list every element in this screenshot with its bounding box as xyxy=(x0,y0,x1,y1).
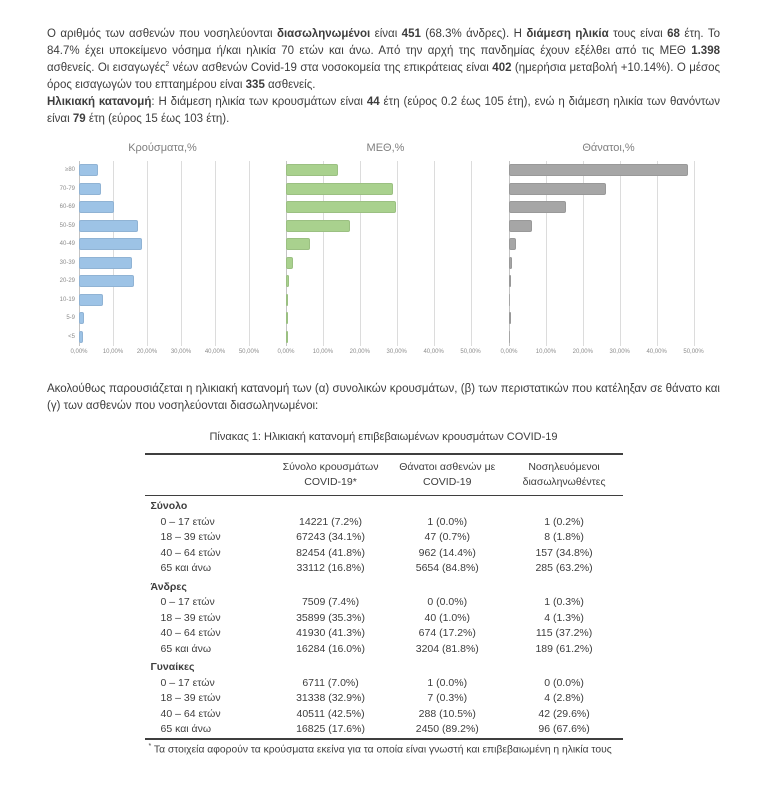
value-cell: 16284 (16.0%) xyxy=(296,642,365,655)
bar-row xyxy=(509,309,712,328)
value-cell: 96 (67.6%) xyxy=(538,723,590,736)
x-tick-label: 10,00% xyxy=(535,349,557,355)
section-row xyxy=(145,577,623,596)
table-row xyxy=(145,561,623,577)
table-row xyxy=(145,722,623,739)
age-group-cell: 65 και άνω xyxy=(160,723,212,736)
value-cell: 6711 (7.0%) xyxy=(302,676,359,689)
age-group-cell: 40 – 64 ετών xyxy=(160,546,221,559)
value-cell: 4 (2.8%) xyxy=(544,692,584,705)
x-tick-label: 20,00% xyxy=(349,349,370,355)
x-tick-label: 0,00% xyxy=(277,349,295,355)
value-cell: 41930 (41.3%) xyxy=(296,627,365,640)
value-cell: 33112 (16.8%) xyxy=(296,562,365,575)
bar-row xyxy=(286,198,489,217)
chart-plot xyxy=(509,161,712,346)
chart-body xyxy=(59,161,266,361)
column-header-age xyxy=(145,454,273,496)
table-row xyxy=(145,626,623,642)
footnote-asterisk: * xyxy=(148,742,152,750)
y-axis-label: 60-69 xyxy=(59,204,75,210)
table-title: Πίνακας 1: Ηλικιακή κατανομή επιβεβαιωμένων κρουσμάτων COVID-19 xyxy=(209,431,558,443)
bar-≥80 xyxy=(286,164,338,176)
x-tick-label: 20,00% xyxy=(572,349,593,355)
y-axis-label: 20-29 xyxy=(59,278,75,284)
age-group-cell: 40 – 64 ετών xyxy=(160,707,221,720)
bar-row xyxy=(509,254,712,273)
bar-row xyxy=(286,180,489,199)
table-row xyxy=(145,515,623,531)
bar-row xyxy=(509,328,712,347)
value-cell: 0 (0.0%) xyxy=(427,596,468,609)
chart-body xyxy=(500,161,712,361)
y-axis-label: 40-49 xyxy=(59,241,75,247)
value-cell: 7 (0.3%) xyxy=(427,692,468,705)
value-cell: 1 (0.3%) xyxy=(544,596,584,609)
section-label: Άνδρες xyxy=(150,580,187,593)
bar-row xyxy=(79,328,266,347)
x-axis xyxy=(70,349,266,361)
value-cell: 31338 (32.9%) xyxy=(296,692,365,705)
y-axis-label: 10-19 xyxy=(59,296,75,303)
y-axis-label: 30-39 xyxy=(59,259,75,266)
bar-10-19 xyxy=(286,294,288,306)
value-cell: 288 (10.5%) xyxy=(418,707,476,720)
x-tick-label: 50,00% xyxy=(460,349,481,355)
bar-20-29 xyxy=(509,275,511,287)
bar-60-69 xyxy=(509,201,566,213)
bar-50-59 xyxy=(79,220,138,232)
x-tick-label: 40,00% xyxy=(423,349,444,355)
y-axis-label: 70-79 xyxy=(59,185,75,192)
table-body xyxy=(145,496,623,739)
chart-body xyxy=(277,161,489,361)
plot-area xyxy=(277,161,489,361)
chart-plot xyxy=(286,161,489,346)
value-cell: 1 (0.0%) xyxy=(427,515,468,528)
age-group-cell: 0 – 17 ετών xyxy=(160,676,215,689)
bar-30-39 xyxy=(79,257,132,269)
section-label: Σύνολο xyxy=(150,500,188,513)
bar-70-79 xyxy=(286,183,393,195)
bar-40-49 xyxy=(509,238,516,250)
bar-row xyxy=(286,291,489,310)
bar-70-79 xyxy=(509,183,606,195)
age-group-cell: 0 – 17 ετών xyxy=(160,515,215,528)
chart-plot xyxy=(79,161,266,346)
value-cell: 7509 (7.4%) xyxy=(301,596,360,609)
x-tick-label: 20,00% xyxy=(136,349,158,355)
value-cell: 8 (1.8%) xyxy=(544,531,584,544)
value-cell: 674 (17.2%) xyxy=(418,627,476,640)
bar-row xyxy=(286,161,489,180)
bar-row xyxy=(79,217,266,236)
bar-<5 xyxy=(286,331,288,343)
value-cell: 42 (29.6%) xyxy=(538,707,590,720)
x-tick-label: 40,00% xyxy=(646,349,667,355)
x-tick-label: 30,00% xyxy=(170,349,192,355)
value-cell: 40511 (42.5%) xyxy=(296,707,365,720)
table-row xyxy=(145,676,623,692)
bar-40-49 xyxy=(286,238,310,250)
age-distribution-charts xyxy=(59,142,712,361)
bar-30-39 xyxy=(286,257,293,269)
intubated-summary-paragraph: Ο αριθμός των ασθενών που νοσηλεύονται διασωληνωμένοι είναι 451 (68.3% άνδρες). Η διάμεση ηλικία τους είναι 68 έτη. Το 84.7% έχει υποκείμενο νόσημα ή/και ηλικία 70 ετών και άνω. Από την αρχή της πανδημίας έχουν εξέλθει από τις ΜΕΘ 1.398 ασθενείς. Οι εισαγωγές$^2$ νέων ασθενών Covid-19 στα νοσοκομεία της επικράτειας είναι 402 (ημερήσια μεταβολή +10.14%). Ο μέσος όρος εισαγωγών του επταημέρου είναι 335 ασθενείς. xyxy=(47,28,721,91)
value-cell: 82454 (41.8%) xyxy=(296,546,365,559)
age-distribution-paragraph: Ηλικιακή κατανομή: Η διάμεση ηλικία των κρουσμάτων είναι 44 έτη (εύρος 0.2 έως 105 έτη), ενώ η διάμεση ηλικία των θανόντων είναι 79 έτη (εύρος 15 έως 103 έτη). xyxy=(47,96,720,125)
value-cell: 962 (14.4%) xyxy=(418,546,476,559)
bar-60-69 xyxy=(286,201,396,213)
x-axis xyxy=(500,349,712,361)
x-tick-label: 10,00% xyxy=(102,349,124,355)
bar-row xyxy=(509,161,712,180)
age-group-cell: 18 – 39 ετών xyxy=(160,531,221,544)
section-label: Γυναίκες xyxy=(150,661,195,674)
bar-70-79 xyxy=(79,183,101,195)
value-cell: 16825 (17.6%) xyxy=(296,723,365,736)
bar-30-39 xyxy=(509,257,512,269)
section-row xyxy=(145,496,623,515)
bar-row xyxy=(79,161,266,180)
table-row xyxy=(145,595,623,611)
age-group-cell: 65 και άνω xyxy=(160,642,212,655)
x-axis xyxy=(277,349,489,361)
value-cell: 40 (1.0%) xyxy=(424,611,471,624)
bar-row xyxy=(286,328,489,347)
table-header xyxy=(145,454,623,496)
age-group-cell: 65 και άνω xyxy=(160,562,212,575)
bar-row xyxy=(509,198,712,217)
y-axis-label: 5-9 xyxy=(66,315,75,321)
x-tick-label: 0,00% xyxy=(70,349,88,355)
table-row xyxy=(145,546,623,562)
value-cell: 1 (0.2%) xyxy=(544,515,584,528)
value-cell: 5654 (84.8%) xyxy=(415,562,479,575)
bar-row xyxy=(286,309,489,328)
bar-≥80 xyxy=(509,164,688,176)
bar-60-69 xyxy=(79,201,114,213)
covid-table-container xyxy=(47,453,720,740)
bar-row xyxy=(79,235,266,254)
bar-20-29 xyxy=(286,275,289,287)
value-cell: 47 (0.7%) xyxy=(424,531,471,544)
table-row xyxy=(145,530,623,546)
value-cell: 35899 (35.3%) xyxy=(296,611,365,624)
bar-row xyxy=(79,254,266,273)
x-tick-label: 50,00% xyxy=(683,349,704,355)
value-cell: 14221 (7.2%) xyxy=(299,515,363,528)
table-row xyxy=(145,611,623,627)
y-axis-label: <5 xyxy=(68,333,75,340)
bar-row xyxy=(79,309,266,328)
age-group-cell: 0 – 17 ετών xyxy=(160,596,215,609)
table-row xyxy=(145,642,623,658)
value-cell: 189 (61.2%) xyxy=(535,642,593,655)
bar-≥80 xyxy=(79,164,98,176)
bar-10-19 xyxy=(79,294,103,306)
chart-deaths xyxy=(500,142,712,361)
covid-age-table xyxy=(145,453,623,740)
table-row xyxy=(145,707,623,723)
bar-row xyxy=(286,235,489,254)
x-tick-label: 50,00% xyxy=(238,349,260,355)
x-tick-label: 30,00% xyxy=(609,349,630,355)
bar-row xyxy=(286,272,489,291)
value-cell: 4 (1.3%) xyxy=(544,611,584,624)
y-axis-label: ≥80 xyxy=(65,167,75,173)
value-cell: 67243 (34.1%) xyxy=(296,531,365,544)
bar-<5 xyxy=(79,331,83,343)
value-cell: 285 (63.2%) xyxy=(535,562,593,575)
value-cell: 2450 (89.2%) xyxy=(415,723,479,736)
bar-row xyxy=(509,217,712,236)
age-group-cell: 18 – 39 ετών xyxy=(160,692,221,705)
chart-cases xyxy=(59,142,266,361)
age-group-cell: 18 – 39 ετών xyxy=(160,611,221,624)
column-header-1: Θάνατοι ασθενών με COVID-19 xyxy=(389,454,506,496)
bar-50-59 xyxy=(286,220,350,232)
bar-row xyxy=(509,180,712,199)
bar-row xyxy=(79,272,266,291)
table-footnote xyxy=(145,743,623,755)
bar-5-9 xyxy=(286,312,288,324)
bar-row xyxy=(286,254,489,273)
value-cell: 1 (0.0%) xyxy=(427,676,468,689)
y-axis-label: 50-59 xyxy=(59,222,75,229)
column-header-0: Σύνολο κρουσμάτων COVID-19* xyxy=(272,454,389,496)
bar-20-29 xyxy=(79,275,134,287)
bar-row xyxy=(509,272,712,291)
chart-title: ΜΕΘ,% xyxy=(366,142,405,154)
bar-50-59 xyxy=(509,220,532,232)
plot-area xyxy=(500,161,712,361)
footnote-text: Τα στοιχεία αφορούν τα κρούσματα εκείνα για τα οποία είναι γνωστή και επιβεβαιωμένη η ηλικία τους xyxy=(153,744,612,756)
value-cell: 3204 (81.8%) xyxy=(415,642,479,655)
bar-row xyxy=(79,180,266,199)
chart-title: Κρούσματα,% xyxy=(128,142,197,154)
header-row xyxy=(145,454,623,496)
x-tick-label: 30,00% xyxy=(386,349,407,355)
column-header-2: Νοσηλευόμενοι διασωληνωθέντες xyxy=(506,454,623,496)
table-row xyxy=(145,691,623,707)
bar-row xyxy=(79,291,266,310)
value-cell: 115 (37.2%) xyxy=(535,627,593,640)
table-intro-paragraph: Ακολούθως παρουσιάζεται η ηλικιακή κατανομή των (α) συνολικών κρουσμάτων, (β) των περιστατικών που κατέληξαν σε θάνατο και (γ) των ασθενών που νοσηλεύονται διασωληνωμένοι: xyxy=(47,383,720,412)
bar-40-49 xyxy=(79,238,142,250)
y-axis-labels xyxy=(59,161,79,361)
x-tick-label: 0,00% xyxy=(500,349,518,355)
age-group-cell: 40 – 64 ετών xyxy=(160,627,221,640)
bar-5-9 xyxy=(509,312,511,324)
bar-5-9 xyxy=(79,312,84,324)
x-tick-label: 40,00% xyxy=(204,349,226,355)
section-row xyxy=(145,657,623,676)
chart-title: Θάνατοι,% xyxy=(582,142,635,154)
x-tick-label: 10,00% xyxy=(312,349,334,355)
bar-row xyxy=(509,235,712,254)
bar-row xyxy=(509,291,712,310)
value-cell: 157 (34.8%) xyxy=(535,546,593,559)
bar-row xyxy=(79,198,266,217)
value-cell: 0 (0.0%) xyxy=(544,676,584,689)
chart-icu xyxy=(277,142,489,361)
bar-row xyxy=(286,217,489,236)
